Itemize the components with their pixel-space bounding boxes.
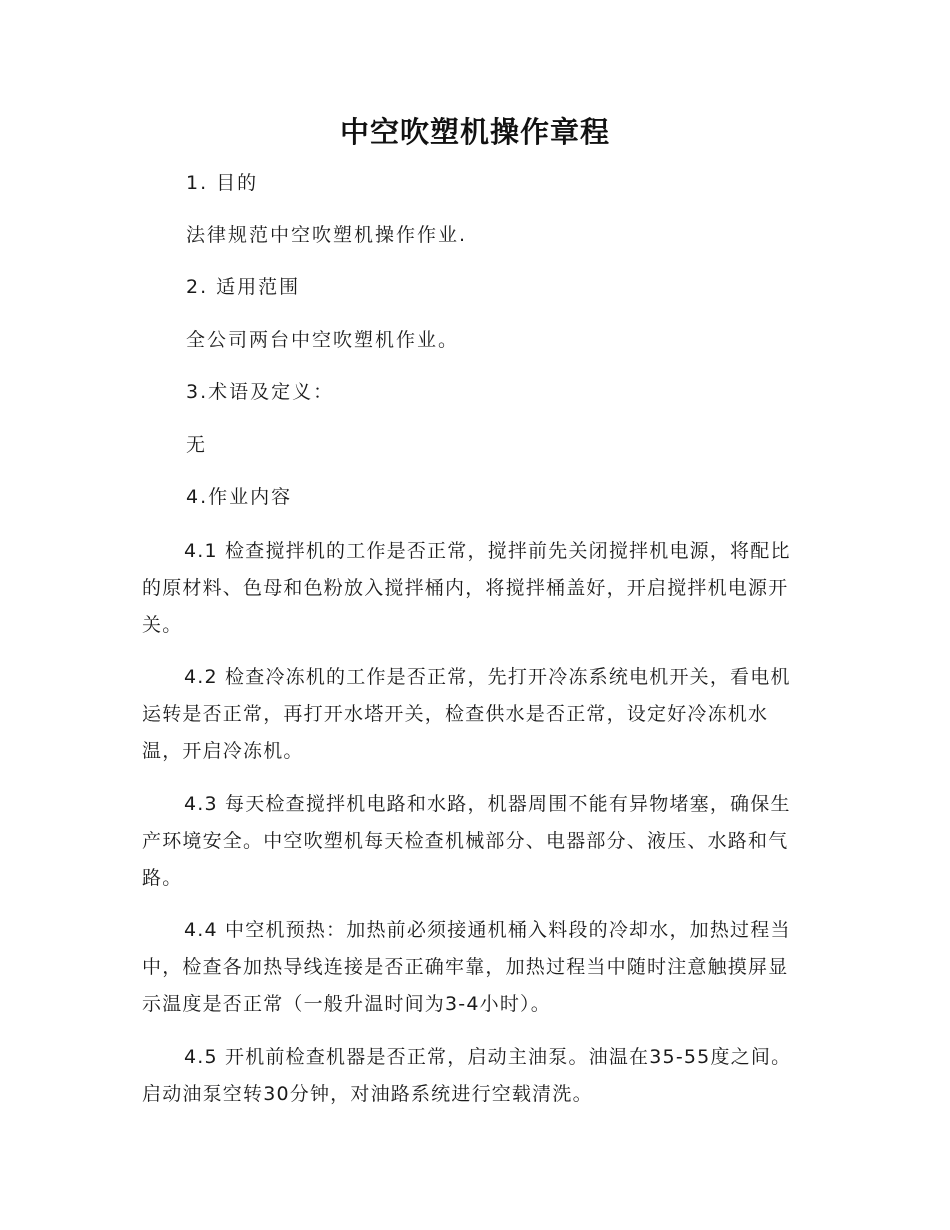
- section-1-body: 法律规范中空吹塑机操作作业.: [186, 224, 468, 246]
- section-3-heading: 3.术语及定义：: [186, 381, 335, 403]
- item-4-3: [142, 786, 802, 897]
- item-4-2-text: 4.2 检查冷冻机的工作是否正常，先打开冷冻系统电机开关，看电机运转是否正常，再打开水塔开关，检查供水是否正常，设定好冷冻机水温，开启冷冻机。: [142, 666, 791, 762]
- item-4-2: [142, 659, 802, 770]
- item-4-4: [142, 912, 802, 1023]
- section-2-heading: 2. 适用范围: [186, 276, 301, 298]
- section-2-body: 全公司两台中空吹塑机作业。: [186, 329, 460, 351]
- item-4-5: [142, 1039, 802, 1113]
- item-4-3-text: 4.3 每天检查搅拌机电路和水路，机器周围不能有异物堵塞，确保生产环境安全。中空吹塑机每天检查机械部分、电器部分、液压、水路和气路。: [142, 793, 791, 889]
- section-3-body: 无: [186, 434, 208, 456]
- item-4-1-text: 4.1 检查搅拌机的工作是否正常，搅拌前先关闭搅拌机电源，将配比的原材料、色母和色粉放入搅拌桶内，将搅拌桶盖好，开启搅拌机电源开关。: [142, 540, 791, 636]
- item-4-5-text: 4.5 开机前检查机器是否正常，启动主油泵。油温在35-55度之间。启动油泵空转30分钟，对油路系统进行空载清洗。: [142, 1046, 792, 1105]
- section-4-heading: 4.作业内容: [186, 486, 293, 508]
- item-4-1: [142, 533, 802, 644]
- document-title: 中空吹塑机操作章程: [339, 115, 610, 149]
- section-1-heading: 1. 目的: [186, 172, 259, 194]
- item-4-4-text: 4.4 中空机预热：加热前必须接通机桶入料段的冷却水，加热过程当中，检查各加热导线连接是否正确牢靠，加热过程当中随时注意触摸屏显示温度是否正常（一般升温时间为3-4小时）。: [142, 919, 791, 1015]
